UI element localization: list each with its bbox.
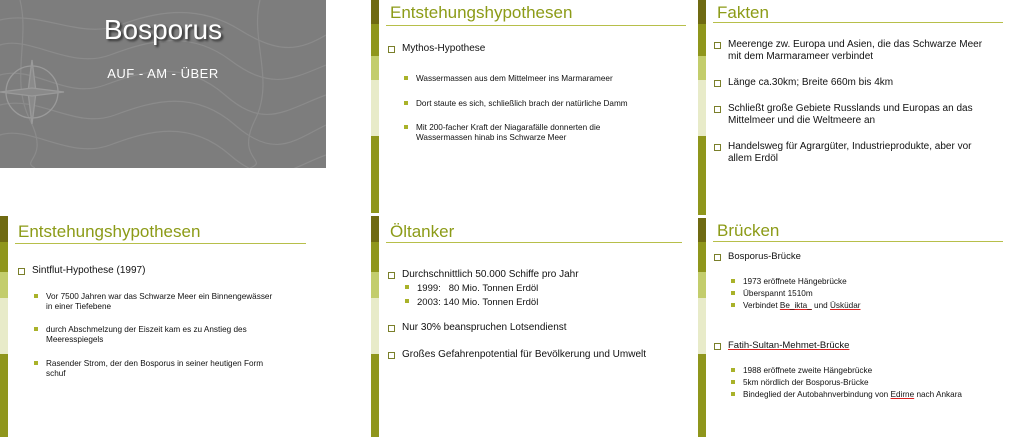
place-name: Edirne xyxy=(890,390,915,399)
slide-fakten[interactable] xyxy=(698,0,1024,215)
accent-bar xyxy=(0,216,8,437)
sub-bullet xyxy=(46,325,316,345)
sub-line: Vor 7500 Jahren war das Schwarze Meer ein Binnengewässer xyxy=(46,292,273,301)
slide-title[interactable] xyxy=(0,0,326,168)
sub-bullet: 5km nördlich der Bosporus-Brücke xyxy=(743,378,869,387)
sub-line: in einer Tiefebene xyxy=(46,302,112,311)
bullet-bridge: Bosporus-Brücke xyxy=(728,251,801,262)
sub-bullet xyxy=(46,292,316,312)
sub-bullet: 1988 eröffnete zweite Hängebrücke xyxy=(743,366,873,375)
sub-text: und xyxy=(814,301,828,310)
slide-heading: Fakten xyxy=(717,3,769,22)
sub-bullet: 1999: 80 Mio. Tonnen Erdöl xyxy=(417,283,539,294)
sub-text: nach Ankara xyxy=(916,390,962,399)
sub-bullet: 1973 eröffnete Hängebrücke xyxy=(743,277,847,286)
bullet-fact xyxy=(728,77,1018,89)
sub-bullet xyxy=(46,359,316,379)
sub-bullet: Dort staute es sich, schließlich brach der natürliche Damm xyxy=(416,99,628,108)
sub-line: schuf xyxy=(46,369,66,378)
presentation-subtitle: AUF - AM - ÜBER xyxy=(107,66,219,81)
slide-heading: Öltanker xyxy=(390,222,455,241)
sub-bullet-cont: Wassermassen hinab ins Schwarze Meer xyxy=(416,133,567,142)
fact-line: allem Erdöl xyxy=(728,153,779,164)
accent-bar xyxy=(698,0,706,215)
sub-line: Meeresspiegels xyxy=(46,335,104,344)
fact-line: Länge ca.30km; Breite 660m bis 4km xyxy=(728,77,894,88)
sub-text: Verbindet xyxy=(743,301,778,310)
sub-bullet: Überspannt 1510m xyxy=(743,289,813,298)
bullet-bridge: Fatih-Sultan-Mehmet-Brücke xyxy=(728,340,850,351)
bullet-tanker: Nur 30% beanspruchen Lotsendienst xyxy=(402,322,567,333)
slide-heading: Entstehungshypothesen xyxy=(18,222,201,241)
sub-bullet: Wassermassen aus dem Mittelmeer ins Marmarameer xyxy=(416,74,613,83)
place-name: Be_ikta_ xyxy=(779,301,812,310)
fact-line: Mittelmeer und die Weltmeere an xyxy=(728,115,876,126)
slide-sintflut[interactable] xyxy=(0,216,326,437)
slide-mythos[interactable] xyxy=(371,0,698,213)
bullet-fact xyxy=(728,141,1018,165)
bullet-mythos: Mythos-Hypothese xyxy=(402,43,486,54)
bullet-sintflut: Sintflut-Hypothese (1997) xyxy=(32,265,146,276)
sub-line: durch Abschmelzung der Eiszeit kam es zu Anstieg des xyxy=(46,325,247,334)
heading-rule xyxy=(15,243,306,244)
heading-rule xyxy=(713,22,1003,23)
heading-rule xyxy=(713,241,1003,242)
place-name: Üsküdar xyxy=(830,301,861,310)
fact-line: Schließt große Gebiete Russlands und Europas an das xyxy=(728,103,973,114)
slide-oeltanker[interactable] xyxy=(371,216,698,437)
heading-rule xyxy=(386,25,686,26)
bullet-fact xyxy=(728,103,1018,127)
sub-bullet: Mit 200-facher Kraft der Niagarafälle donnerten die xyxy=(416,123,601,132)
accent-bar xyxy=(371,0,379,213)
bullet-tanker: Durchschnittlich 50.000 Schiffe pro Jahr xyxy=(402,269,579,280)
sub-bullet xyxy=(743,301,861,311)
fact-line: Meerenge zw. Europa und Asien, die das Schwarze Meer xyxy=(728,39,983,50)
slide-bruecken[interactable] xyxy=(698,218,1024,437)
heading-rule xyxy=(386,242,682,243)
accent-bar xyxy=(371,216,379,437)
slide-heading: Entstehungshypothesen xyxy=(390,3,573,22)
bullet-fact xyxy=(728,39,1018,63)
accent-bar xyxy=(698,218,706,437)
sub-line: Rasender Strom, der den Bosporus in seiner heutigen Form xyxy=(46,359,264,368)
sub-text: Bindeglied der Autobahnverbindung von xyxy=(743,390,889,399)
presentation-title: Bosporus xyxy=(103,14,223,45)
sub-bullet: 2003: 140 Mio. Tonnen Erdöl xyxy=(417,297,539,308)
fact-line: mit dem Marmarameer verbindet xyxy=(728,51,874,62)
slide-heading: Brücken xyxy=(717,221,780,240)
fact-line: Handelsweg für Agrargüter, Industrieprodukte, aber vor xyxy=(728,141,972,152)
bullet-tanker: Großes Gefahrenpotential für Bevölkerung und Umwelt xyxy=(402,349,647,360)
sub-bullet xyxy=(743,390,962,400)
